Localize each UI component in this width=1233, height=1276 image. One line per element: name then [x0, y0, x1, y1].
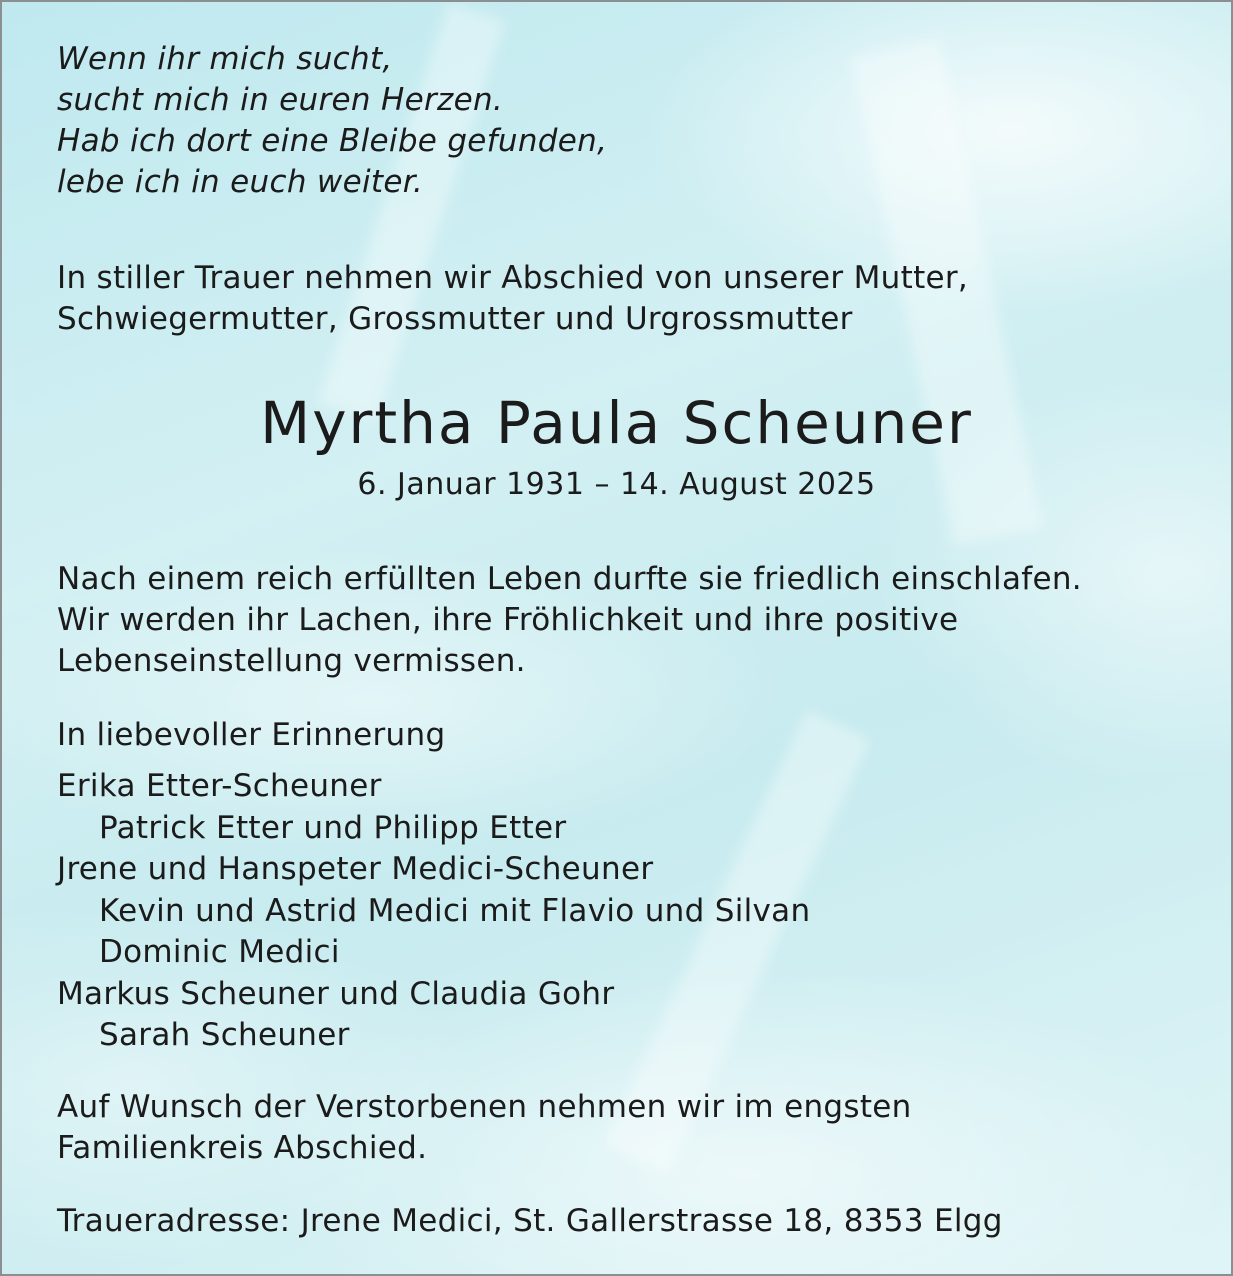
mourner-entry: Dominic Medici	[99, 934, 340, 970]
mourner-entry: Sarah Scheuner	[99, 1017, 350, 1053]
memory-line: In liebevoller Erinnerung	[57, 717, 446, 753]
mourner-entry: Markus Scheuner und Claudia Gohr	[57, 975, 615, 1012]
mourning-address: Traueradresse: Jrene Medici, St. Gallerstrasse 18, 8353 Elgg	[57, 1203, 1003, 1239]
funeral-wish: Auf Wunsch der Verstorbenen nehmen wir im engsten Familienkreis Abschied.	[57, 1089, 912, 1166]
farewell-message: Nach einem reich erfüllten Leben durfte sie friedlich einschlafen. Wir werden ihr Lachen, ihre Fröhlichkeit und ihre positive Lebenseinstellung vermissen.	[57, 561, 1082, 679]
life-dates: 6. Januar 1931 – 14. August 2025	[357, 467, 876, 502]
poem: Wenn ihr mich sucht, sucht mich in euren Herzen. Hab ich dort eine Bleibe gefunden, lebe ich in euch weiter.	[57, 41, 608, 200]
intro-text: In stiller Trauer nehmen wir Abschied von unserer Mutter, Schwiegermutter, Grossmutter und Urgrossmutter	[57, 260, 969, 337]
deceased-name: Myrtha Paula Scheuner	[260, 389, 973, 457]
mourner-entry: Patrick Etter und Philipp Etter	[99, 809, 567, 846]
mourner-entry: Jrene und Hanspeter Medici-Scheuner	[57, 851, 654, 887]
mourners-list	[57, 766, 810, 1057]
mourner-entry: Kevin und Astrid Medici mit Flavio und Silvan	[99, 892, 811, 929]
mourner-entry: Erika Etter-Scheuner	[57, 768, 382, 804]
